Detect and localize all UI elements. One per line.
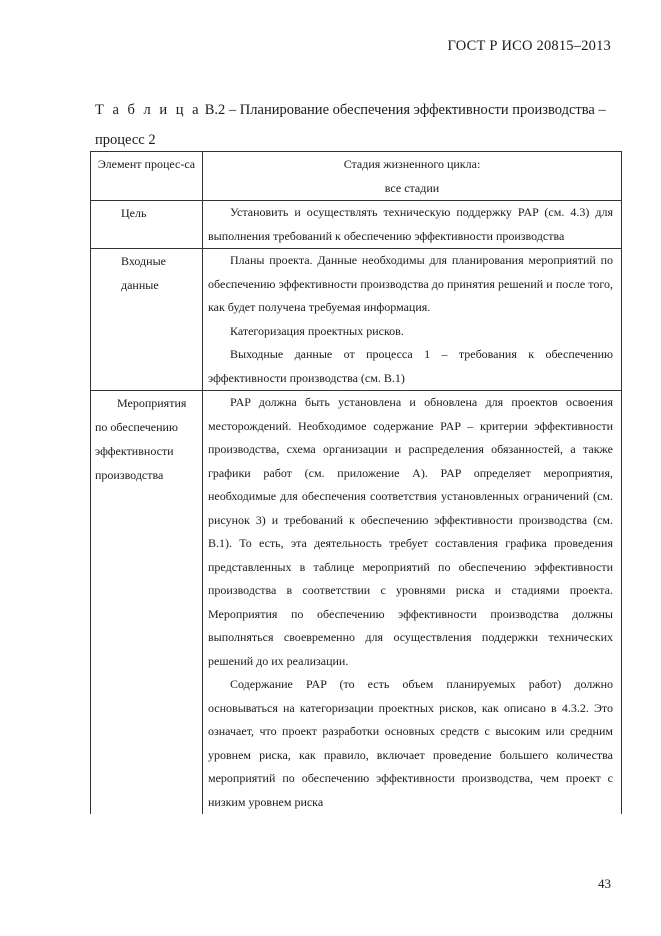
row-content (203, 249, 622, 391)
row-paragraph: Категоризация проектных рисков. (230, 323, 404, 338)
table-row-activities (91, 391, 622, 815)
table-caption-prefix: Т а б л и ц а (95, 102, 202, 118)
row-label-text: Входные данные (121, 254, 166, 292)
row-label (91, 249, 203, 391)
row-label-text: Мероприятия по обеспечению эффективности производства (95, 396, 187, 482)
header-process-element: Элемент процес-са (91, 152, 203, 201)
table-row-input-data (91, 249, 622, 391)
row-label (91, 391, 203, 815)
row-content (203, 391, 622, 815)
header-lifecycle-stage-line2: все стадии (384, 181, 440, 195)
page-number: 43 (598, 876, 611, 891)
row-paragraph: Выходные данные от процесса 1 – требования к обеспечению эффективности производства (см. В.1) (208, 347, 613, 385)
row-label-text: Цель (121, 206, 147, 220)
table-caption-title: В.2 – Планирование обеспечения эффективности производства – процесс 2 (95, 102, 606, 148)
row-paragraph: Установить и осуществлять техническую поддержку PAP (см. 4.3) для выполнения требований к обеспечению эффективности производства (208, 205, 613, 243)
table-header-row (91, 152, 622, 201)
table-caption (95, 95, 615, 155)
row-content (203, 201, 622, 249)
process-table (90, 151, 622, 814)
standard-code-header: ГОСТ Р ИСО 20815–2013 (447, 38, 611, 54)
table-row-goal (91, 201, 622, 249)
row-label (91, 201, 203, 249)
row-paragraph: Содержание PAP (то есть объем планируемых работ) должно основываться на категоризации проектных рисков, как описано в 4.3.2. Это означает, что проект разработки основных средств с высоким или средним уровнем риска, как правило, включает проведение большего количества мероприятий по обеспечению эффективности производства, чем проект с низким уровнем риска (208, 677, 613, 809)
row-paragraph: Планы проекта. Данные необходимы для планирования мероприятий по обеспечению эффективности производства до принятия решений и после того, как будет получена требуемая информация. (208, 253, 613, 314)
header-lifecycle-stage (203, 152, 622, 201)
row-paragraph: PAP должна быть установлена и обновлена для проектов освоения месторождений. Необходимое содержание PAP – критерии эффективности производства, схема организации и распределения обязанностей, а также графики работ (см. приложение А). PAP определяет мероприятия, необходимые для обеспечения соответствия установленных ограничений (см. рисунок 3) и требований к обеспечению эффективности производства (см. В.1). То есть, эта деятельность требует составления графика проведения представленных в таблице мероприятий по обеспечению эффективности производства в соответствии с уровнями риска и стадиями проекта. Мероприятия по обеспечению эффективности производства должны выполняться своевременно для осуществления поддержки технических решений до их реализации. (208, 395, 613, 668)
header-lifecycle-stage-line1: Стадия жизненного цикла: (343, 157, 481, 171)
